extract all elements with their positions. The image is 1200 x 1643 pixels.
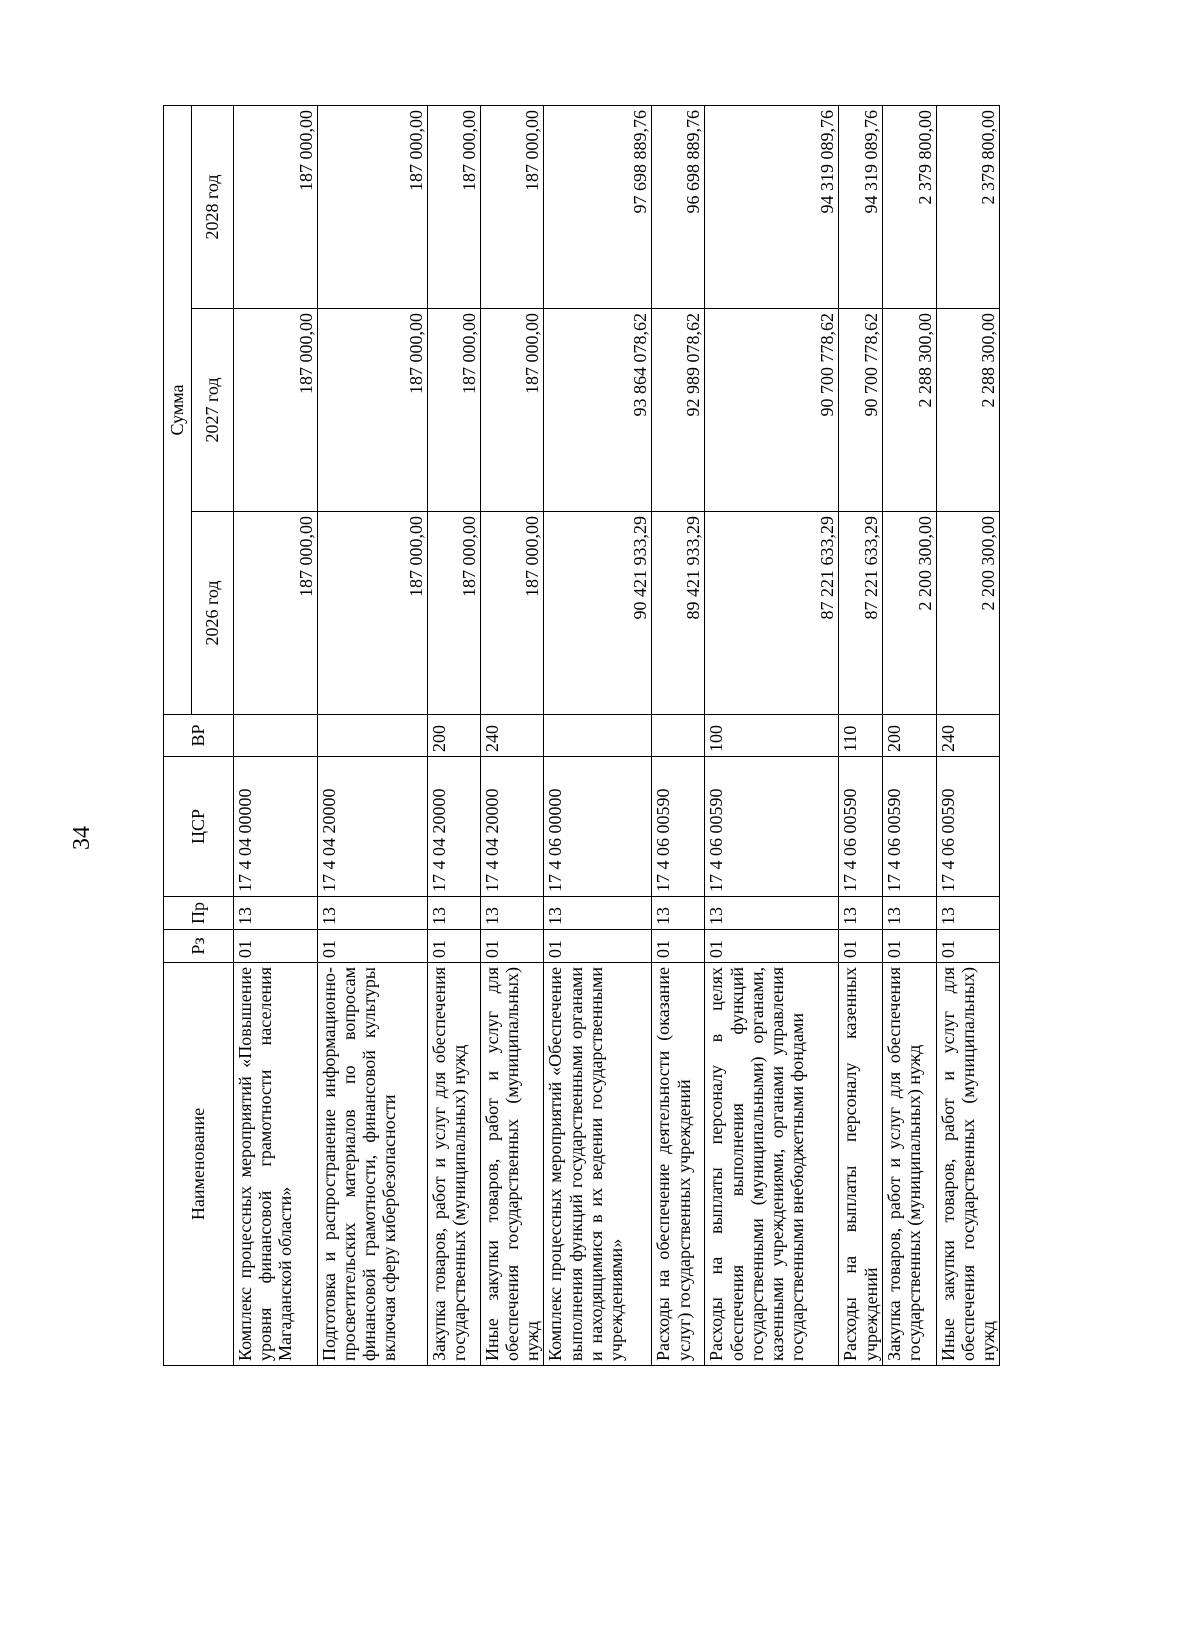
- row-2026: 187 000,00: [481, 512, 544, 715]
- row-2026: 87 221 633,29: [839, 512, 882, 715]
- row-2026: 2 200 300,00: [882, 512, 936, 715]
- row-csr: 17 4 06 00590: [839, 757, 882, 897]
- table-row: [481, 105, 544, 1365]
- row-name: Расходы на выплаты персоналу казенных учреждений: [839, 963, 882, 1366]
- row-vr: 200: [882, 715, 936, 757]
- row-2027: 187 000,00: [481, 309, 544, 512]
- table-row: [544, 105, 652, 1365]
- row-2027: 187 000,00: [428, 309, 481, 512]
- row-vr: 100: [705, 715, 839, 757]
- row-rz: 01: [652, 930, 705, 963]
- row-2026: 89 421 933,29: [652, 512, 705, 715]
- row-pr: 13: [936, 897, 999, 930]
- header-vr: ВР: [164, 715, 234, 757]
- row-csr: 17 4 06 00590: [705, 757, 839, 897]
- row-rz: 01: [481, 930, 544, 963]
- row-2027: 2 288 300,00: [936, 309, 999, 512]
- row-2027: 187 000,00: [234, 309, 318, 512]
- row-2028: 187 000,00: [481, 105, 544, 308]
- row-rz: 01: [882, 930, 936, 963]
- row-vr: 240: [481, 715, 544, 757]
- row-vr: 240: [936, 715, 999, 757]
- row-2027: 93 864 078,62: [544, 309, 652, 512]
- row-2027: 90 700 778,62: [839, 309, 882, 512]
- row-2027: 2 288 300,00: [882, 309, 936, 512]
- row-name: Иные закупки товаров, работ и услуг для обеспечения государственных (муниципальных) нужд: [481, 963, 544, 1366]
- row-csr: 17 4 04 20000: [318, 757, 428, 897]
- row-vr: 200: [428, 715, 481, 757]
- row-name: Расходы на выплаты персоналу в целях обеспечения выполнения функций государственными (муниципальными) органами, казенными учреждениями, органами управления государственными внебюджетными фондами: [705, 963, 839, 1366]
- row-name: Комплекс процессных мероприятий «Повышение уровня финансовой грамотности населения Магаданской области»: [234, 963, 318, 1366]
- row-2026: 2 200 300,00: [936, 512, 999, 715]
- row-2028: 2 379 800,00: [882, 105, 936, 308]
- header-2028: 2028 год: [192, 105, 234, 308]
- row-csr: 17 4 06 00590: [652, 757, 705, 897]
- budget-table: [163, 105, 1000, 1366]
- row-rz: 01: [705, 930, 839, 963]
- row-csr: 17 4 06 00590: [882, 757, 936, 897]
- row-2028: 2 379 800,00: [936, 105, 999, 308]
- header-name: Наименование: [164, 963, 234, 1366]
- row-2026: 187 000,00: [428, 512, 481, 715]
- row-2027: 90 700 778,62: [705, 309, 839, 512]
- row-vr: 110: [839, 715, 882, 757]
- header-rz: Рз: [164, 930, 234, 963]
- table-row: [428, 105, 481, 1365]
- row-rz: 01: [234, 930, 318, 963]
- row-pr: 13: [839, 897, 882, 930]
- table-row: [318, 105, 428, 1365]
- row-rz: 01: [318, 930, 428, 963]
- table-row: [234, 105, 318, 1365]
- row-name: Закупка товаров, работ и услуг для обеспечения государственных (муниципальных) нужд: [882, 963, 936, 1366]
- page-number: 34: [69, 826, 95, 850]
- row-pr: 13: [481, 897, 544, 930]
- row-2026: 90 421 933,29: [544, 512, 652, 715]
- row-pr: 13: [234, 897, 318, 930]
- budget-table-container: [163, 106, 999, 1366]
- row-rz: 01: [428, 930, 481, 963]
- row-rz: 01: [839, 930, 882, 963]
- row-vr: [652, 715, 705, 757]
- row-pr: 13: [882, 897, 936, 930]
- row-csr: 17 4 04 20000: [481, 757, 544, 897]
- row-2026: 187 000,00: [318, 512, 428, 715]
- row-rz: 01: [544, 930, 652, 963]
- header-pr: Пр: [164, 897, 234, 930]
- header-2026: 2026 год: [192, 512, 234, 715]
- row-vr: [544, 715, 652, 757]
- row-2026: 87 221 633,29: [705, 512, 839, 715]
- row-2028: 97 698 889,76: [544, 105, 652, 308]
- table-row: [936, 105, 999, 1365]
- row-2028: 187 000,00: [318, 105, 428, 308]
- row-2028: 94 319 089,76: [839, 105, 882, 308]
- row-vr: [234, 715, 318, 757]
- row-pr: 13: [318, 897, 428, 930]
- row-2028: 96 698 889,76: [652, 105, 705, 308]
- row-name: Иные закупки товаров, работ и услуг для обеспечения государственных (муниципальных) нужд: [936, 963, 999, 1366]
- row-csr: 17 4 04 20000: [428, 757, 481, 897]
- header-csr: ЦСР: [164, 757, 234, 897]
- row-pr: 13: [705, 897, 839, 930]
- row-csr: 17 4 06 00000: [544, 757, 652, 897]
- row-2027: 92 989 078,62: [652, 309, 705, 512]
- table-row: [839, 105, 882, 1365]
- row-pr: 13: [652, 897, 705, 930]
- row-2028: 187 000,00: [234, 105, 318, 308]
- rotated-table-frame: [163, 106, 999, 1366]
- row-2027: 187 000,00: [318, 309, 428, 512]
- table-row: [705, 105, 839, 1365]
- table-row: [882, 105, 936, 1365]
- row-2028: 94 319 089,76: [705, 105, 839, 308]
- row-name: Подготовка и распространение информационно-просветительских материалов по вопросам финансовой грамотности, финансовой культуры включая сферу кибербезопасности: [318, 963, 428, 1366]
- row-name: Закупка товаров, работ и услуг для обеспечения государственных (муниципальных) нужд: [428, 963, 481, 1366]
- row-2028: 187 000,00: [428, 105, 481, 308]
- row-vr: [318, 715, 428, 757]
- row-pr: 13: [544, 897, 652, 930]
- row-csr: 17 4 04 00000: [234, 757, 318, 897]
- row-name: Расходы на обеспечение деятельности (оказание услуг) государственных учреждений: [652, 963, 705, 1366]
- header-2027: 2027 год: [192, 309, 234, 512]
- row-rz: 01: [936, 930, 999, 963]
- header-sum: Сумма: [164, 105, 192, 714]
- row-name: Комплекс процессных мероприятий «Обеспечение выполнения функций государственными органами и находящимися в их ведении государственными учреждениями»: [544, 963, 652, 1366]
- row-2026: 187 000,00: [234, 512, 318, 715]
- row-pr: 13: [428, 897, 481, 930]
- table-row: [652, 105, 705, 1365]
- row-csr: 17 4 06 00590: [936, 757, 999, 897]
